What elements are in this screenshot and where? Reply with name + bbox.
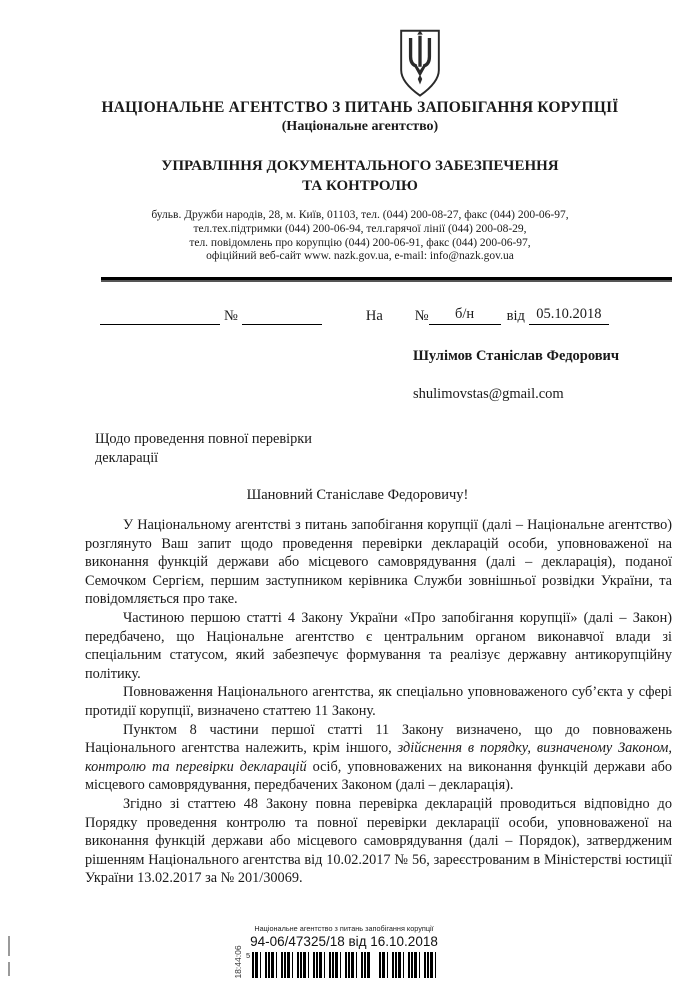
address-line: офіційний веб-сайт www. nazk.gov.ua, e-mail: info@nazk.gov.ua bbox=[206, 250, 514, 263]
coat-of-arms-ukraine-icon bbox=[392, 28, 448, 100]
paragraph-italic-text: здійснення в порядку, визначеному Законом, контролю та перевірки декларацій bbox=[85, 740, 672, 775]
salutation: Шановний Станіславе Федоровичу! bbox=[246, 487, 469, 503]
reference-line bbox=[100, 305, 609, 325]
recipient-name: Шулімов Станіслав Федорович bbox=[413, 348, 620, 364]
stamp-barcode bbox=[252, 952, 440, 978]
address-line: тел.тех.підтримки (044) 200-06-94, тел.гарячої лінії (044) 200-08-29, bbox=[193, 222, 527, 235]
barcode-segment bbox=[252, 952, 370, 978]
subject-line: Щодо проведення повної перевірки декларації bbox=[95, 431, 312, 466]
na-label: На bbox=[365, 308, 383, 324]
body-paragraph bbox=[85, 721, 672, 795]
department-name bbox=[30, 156, 690, 196]
stamp-time: 18:44:06 bbox=[233, 945, 243, 979]
vid-label: від bbox=[506, 308, 525, 324]
scan-artifact bbox=[8, 936, 12, 982]
recipient-email: shulimovstas@gmail.com bbox=[413, 386, 564, 402]
scan-artifact-mark bbox=[8, 936, 10, 956]
paragraph-text: осіб, уповноважених на виконання функцій держави або місцевого самоврядування, передбачених Законом (далі – декларація). bbox=[85, 758, 672, 794]
incoming-date: 05.10.2018 bbox=[529, 306, 609, 325]
outgoing-date-blank bbox=[242, 306, 322, 325]
letterhead-rule bbox=[101, 277, 672, 282]
outgoing-number-blank bbox=[100, 306, 220, 325]
org-short-name: (Національне агентство) bbox=[281, 119, 439, 134]
stamp-org-name: Національне агентство з питань запобігання корупції bbox=[254, 924, 434, 933]
body-paragraph: Частиною першою статті 4 Закону України «Про запобігання корупції» (далі – Закон) передбачено, що Національне агентство є центральним органом виконавчої влади зі спеціальним статусом, який забезпечує формування та реалізує державну антикорупційну політику. bbox=[85, 609, 672, 682]
scan-artifact-mark bbox=[8, 962, 10, 976]
stamp-page-mark: 5 bbox=[246, 951, 251, 960]
paragraph-text: Пунктом 8 частини першої статті 11 Закону визначено, що до повноважень Національного агентства належить, крім іншого, bbox=[85, 721, 672, 757]
org-address bbox=[30, 209, 690, 264]
number-sign: № bbox=[414, 308, 429, 324]
body-paragraph: Повноваження Національного агентства, як спеціально уповноваженого суб’єкта у сфері протидії корупції, визначено статтею 11 Закону. bbox=[85, 684, 672, 719]
org-name: НАЦІОНАЛЬНЕ АГЕНТСТВО З ПИТАНЬ ЗАПОБІГАННЯ КОРУПЦІЇ bbox=[101, 99, 619, 116]
body-paragraph: У Національному агентстві з питань запобігання корупції (далі – Національне агентство) розглянуто Ваш запит щодо проведення перевірки декларацій особи, уповноваженої на виконання функцій держави або місцевого самоврядування (далі – декларація), поданої Семочком Сергієм, першим заступником керівника Служби зовнішньої розвідки України, та повідомляється про таке. bbox=[85, 517, 672, 608]
number-sign: № bbox=[224, 308, 238, 324]
stamp-registration-number: 94-06/47325/18 від 16.10.2018 bbox=[250, 934, 438, 949]
body-paragraph: Згідно зі статтею 48 Закону повна перевірка декларацій проводиться відповідно до Порядку проведення контролю та повної перевірки декларації особи, уповноваженої на виконання функцій держави або місцевого самоврядування (далі – Порядок), затвердженим рішенням Національного агентства від 10.02.2017 № 56, зареєстрованим в Міністерстві юстиції України 13.02.2017 за № 201/30069. bbox=[85, 795, 672, 887]
department-line2: ТА КОНТРОЛЮ bbox=[302, 178, 418, 194]
incoming-number: б/н bbox=[429, 306, 501, 325]
address-line: тел. повідомлень про корупцію (044) 200-06-91, факс (044) 200-06-97, bbox=[189, 236, 531, 249]
address-line: бульв. Дружби народів, 28, м. Київ, 01103, тел. (044) 200-08-27, факс (044) 200-06-97, bbox=[151, 209, 569, 221]
registration-stamp bbox=[233, 924, 440, 979]
department-line1: УПРАВЛІННЯ ДОКУМЕНТАЛЬНОГО ЗАБЕЗПЕЧЕННЯ bbox=[161, 158, 559, 174]
barcode-segment bbox=[379, 952, 437, 978]
letter-body bbox=[85, 516, 672, 888]
